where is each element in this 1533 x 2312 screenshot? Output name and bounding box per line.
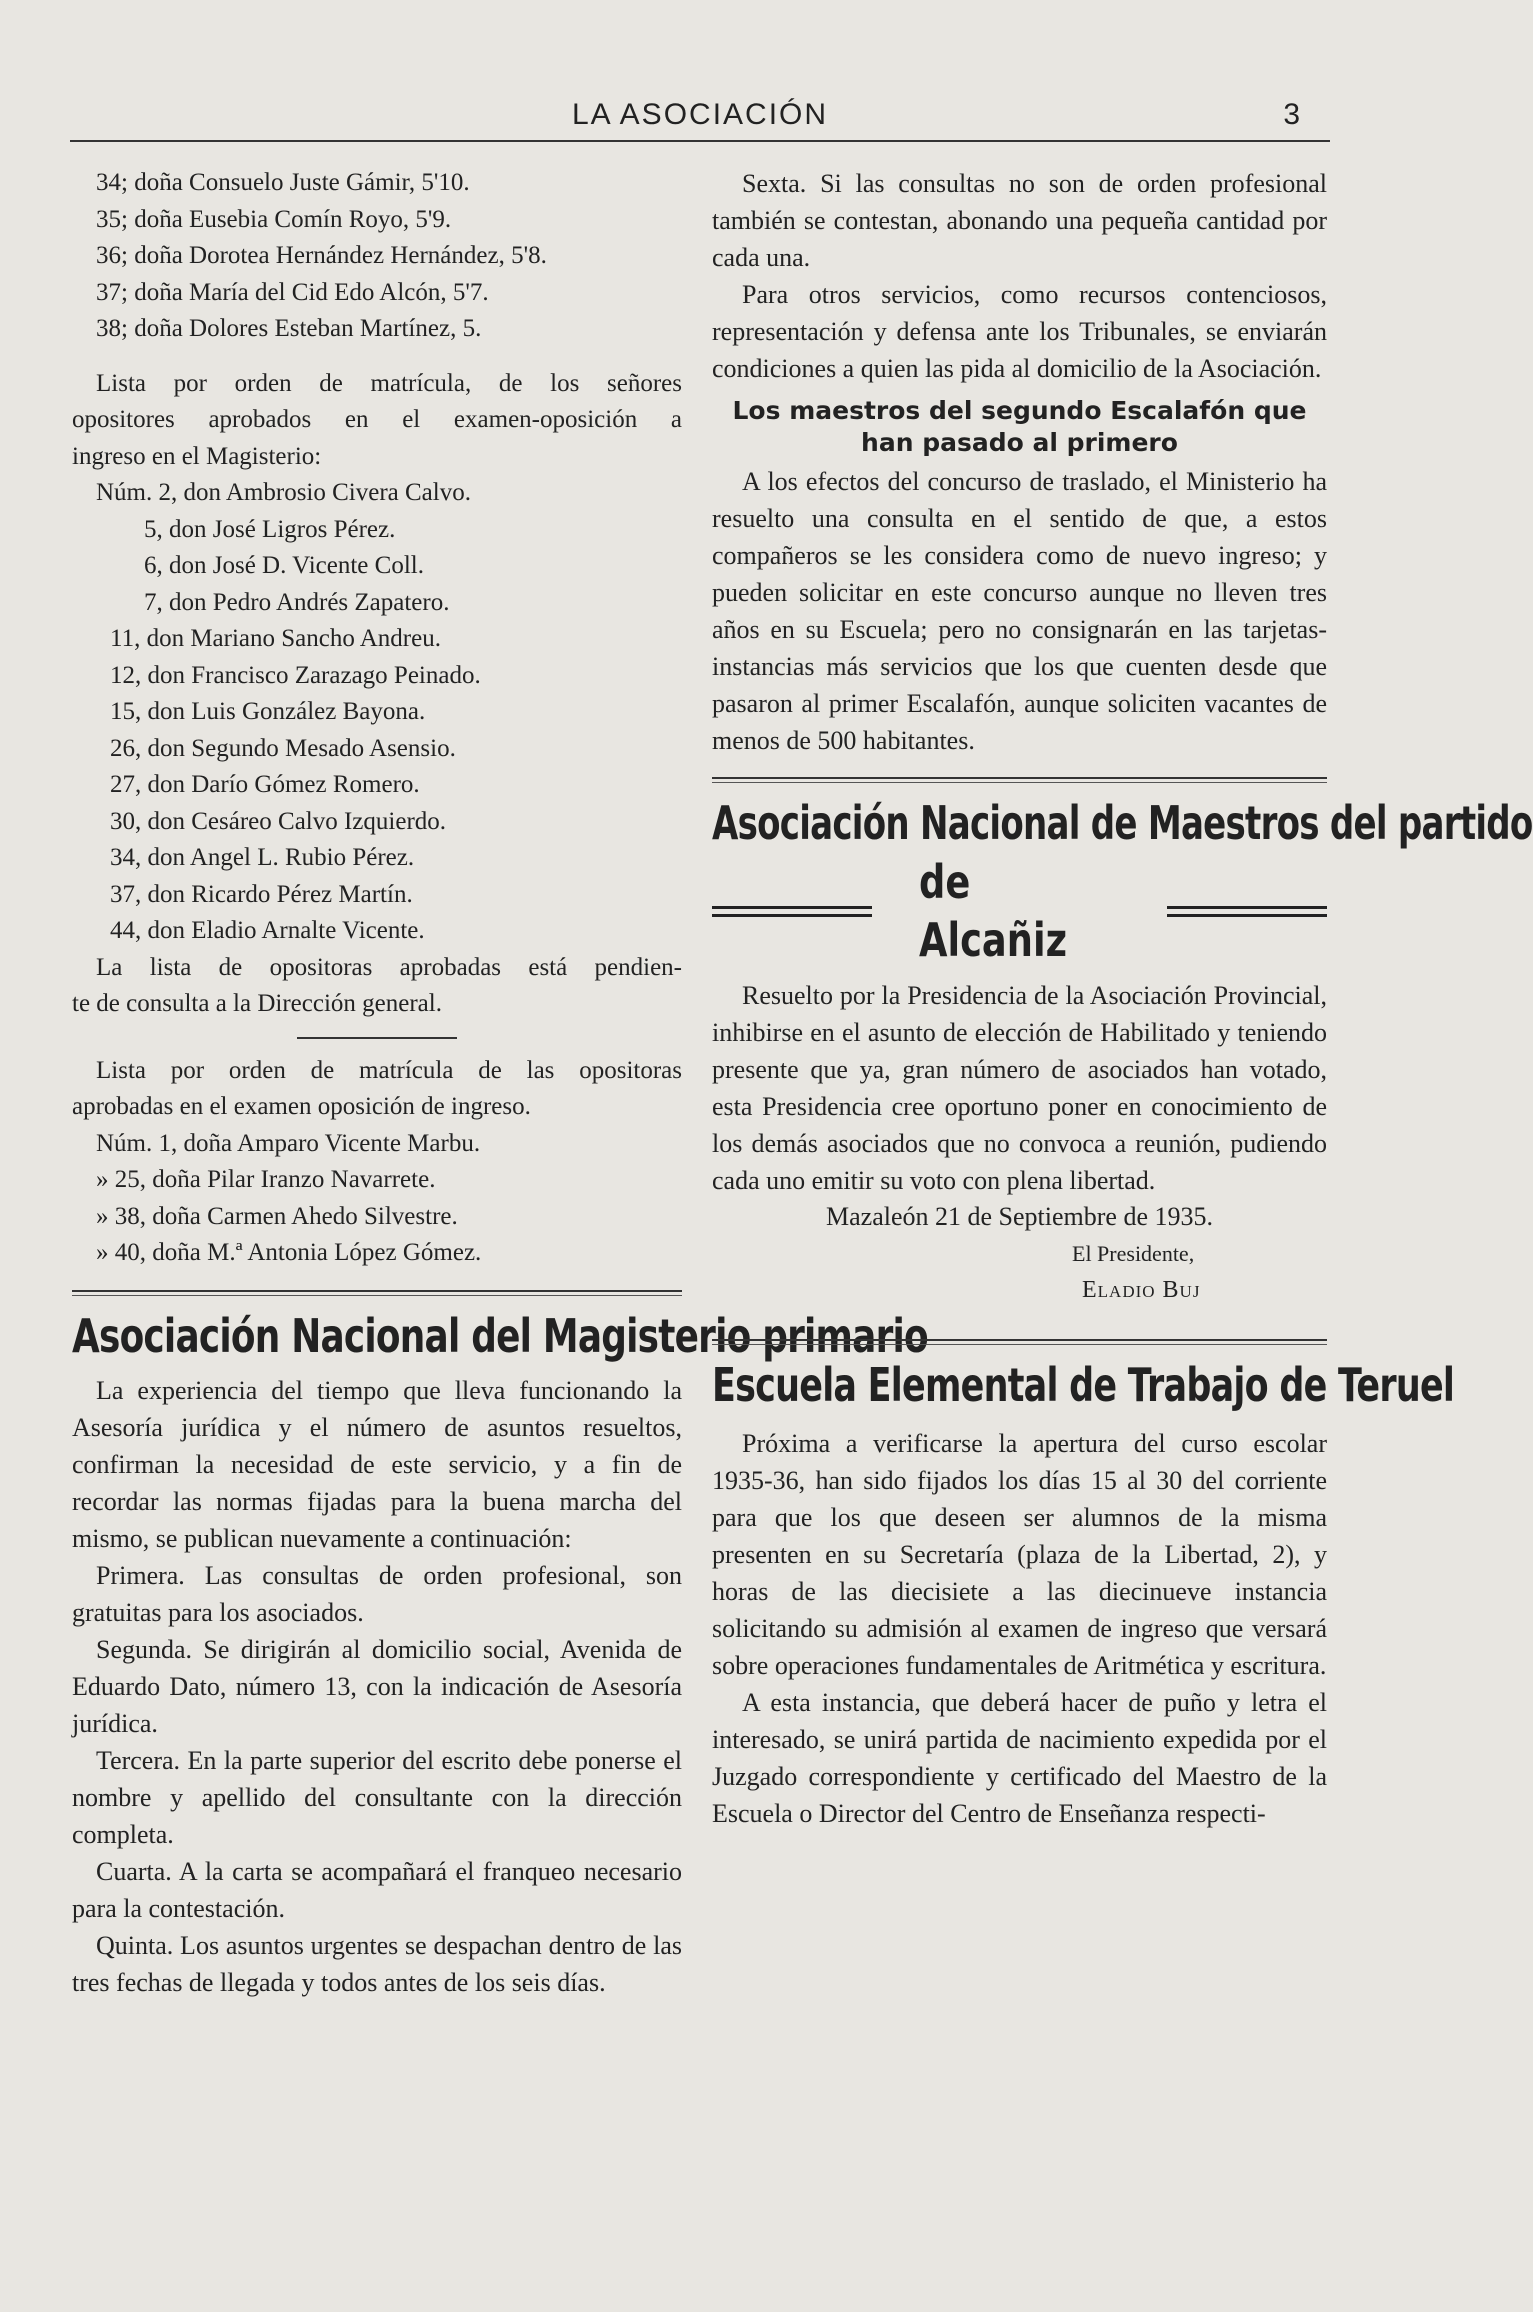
list-item: 11, don Mariano Sancho Andreu.: [110, 625, 441, 652]
list-item: 44, don Eladio Arnalte Vicente.: [110, 917, 425, 944]
list-item: 6, don José D. Vicente Coll.: [144, 552, 424, 579]
signature-role: El Presidente,: [1072, 1240, 1195, 1266]
paragraph: A los efectos del concurso de traslado, el Ministerio ha resuelto una consulta en el sentido de que, a estos compañeros se les considera como de nuevo ingreso; y pueden solicitar en este concurso aunque no lleven tres años en su Escuela; pero no consignarán en las tarjetas-instancias más servicios que los que cuenten desde que pasaron al primer Escalafón, aunque soliciten vacantes de menos de 500 habitantes.: [712, 467, 1327, 755]
female-results-list: [72, 165, 682, 348]
women-list-intro: [72, 1053, 682, 1126]
paragraph: Sexta. Si las consultas no son de orden profesional también se contestan, abonando una pequeña cantidad por cada una.: [712, 169, 1327, 272]
list-item: 26, don Segundo Mesado Asensio.: [110, 734, 456, 762]
list-item: 37, don Ricardo Pérez Martín.: [110, 880, 413, 908]
section-title-alcaniz: Asociación Nacional de Maestros del partido: [712, 796, 1533, 850]
paragraph: La experiencia del tiempo que lleva funcionando la Asesoría jurídica y el número de asuntos resueltos, confirman la necesidad de este servicio, y a fin de recordar las normas fijadas para la buena marcha del mismo, se publican nuevamente a continuación:: [72, 1375, 682, 1553]
divider: [712, 777, 1327, 783]
women-list: [72, 1126, 682, 1272]
list-item: 27, don Darío Gómez Romero.: [110, 771, 420, 798]
paragraph: Segunda. Se dirigirán al domicilio social, Avenida de Eduardo Dato, número 13, con la indicación de Asesoría jurídica.: [72, 1634, 682, 1738]
text-line: te de consulta a la Dirección general.: [72, 990, 442, 1017]
list-item: 35; doña Eusebia Comín Royo, 5'9.: [96, 205, 452, 233]
list-item: 30, don Cesáreo Calvo Izquierdo.: [110, 807, 447, 835]
paragraph: Próxima a verificarse la apertura del curso escolar 1935-36, han sido fijados los días 15 al 30 del corriente para que los que deseen ser alumnos de la misma presenten en su Secretaría (plaza de la Libertad, 2), y horas de las diecisiete a las diecinueve instancia solicitando su admisión al examen de ingreso que versará sobre operaciones fundamentales de Aritmética y escritura.: [712, 1428, 1327, 1680]
list-item: » 40, doña M.ª Antonia López Gómez.: [96, 1239, 482, 1266]
section-subtitle-alcaniz: de Alcañiz: [919, 855, 1068, 967]
page-header: [70, 98, 1330, 142]
divider: [297, 1037, 457, 1039]
signature-name: Eladio Buj: [1082, 1277, 1201, 1303]
list-item: 34, don Angel L. Rubio Pérez.: [110, 844, 415, 871]
text-line: La lista de opositoras aprobadas está pendien-: [96, 953, 682, 981]
list-item: 12, don Francisco Zarazago Peinado.: [110, 661, 481, 689]
decorative-rule: [1167, 906, 1327, 917]
list-item: 34; doña Consuelo Juste Gámir, 5'10.: [96, 169, 470, 196]
text-line: Lista por orden de matrícula de las opositoras: [96, 1056, 682, 1084]
list-item: 37; doña María del Cid Edo Alcón, 5'7.: [96, 278, 489, 306]
men-list-intro: [72, 366, 682, 476]
list-item: Núm. 2, don Ambrosio Civera Calvo.: [96, 479, 471, 506]
dateline: Mazaleón 21 de Septiembre de 1935.: [826, 1202, 1213, 1231]
paragraph: Primera. Las consultas de orden profesional, son gratuitas para los asociados.: [72, 1560, 682, 1627]
list-item: 38; doña Dolores Esteban Martínez, 5.: [96, 315, 482, 342]
left-column: [72, 165, 928, 2001]
paragraph: Resuelto por la Presidencia de la Asociación Provincial, inhibirse en el asunto de elección de Habilitado y teniendo presente que ya, gran número de asociados han votado, esta Presidencia cree oportuno poner en conocimiento de los demás asociados que no convoca a reunión, pudiendo cada uno emitir su voto con plena libertad.: [712, 981, 1327, 1195]
publication-title: LA ASOCIACIÓN: [571, 98, 829, 131]
list-item: Núm. 1, doña Amparo Vicente Marbu.: [96, 1129, 481, 1157]
divider: [72, 1290, 682, 1296]
list-item: 5, don José Ligros Pérez.: [144, 515, 396, 543]
text-line: ingreso en el Magisterio:: [72, 442, 322, 470]
decorative-rule: [712, 906, 872, 917]
list-item: » 25, doña Pilar Iranzo Navarrete.: [96, 1166, 436, 1193]
section-title-magisterio: Asociación Nacional del Magisterio primario: [72, 1308, 928, 1363]
text-line: opositores aprobados en el examen-oposición a: [72, 406, 682, 433]
alcaniz-subtitle-row: [712, 853, 1327, 969]
list-item: 15, don Luis González Bayona.: [110, 698, 426, 725]
section-heading-maestros: Los maestros del segundo Escalafón que han pasado al primero: [732, 396, 1307, 457]
text-line: aprobadas en el examen oposición de ingreso.: [72, 1093, 531, 1120]
paragraph: Quinta. Los asuntos urgentes se despachan dentro de las tres fechas de llegada y todos antes de los seis días.: [72, 1930, 682, 1997]
right-column: [712, 165, 1533, 1832]
page-number: 3: [1283, 98, 1300, 131]
paragraph: Tercera. En la parte superior del escrito debe ponerse el nombre y apellido del consultante con la dirección completa.: [72, 1745, 682, 1849]
pending-note: [72, 950, 682, 1023]
section-title-escuela: Escuela Elemental de Trabajo de Teruel: [712, 1357, 1455, 1412]
paragraph: Para otros servicios, como recursos contenciosos, representación y defensa ante los Tribunales, se enviarán condiciones a quien las pida al domicilio de la Asociación.: [712, 280, 1327, 383]
text-line: Lista por orden de matrícula, de los señores: [96, 369, 682, 397]
list-item: 36; doña Dorotea Hernández Hernández, 5'8.: [96, 242, 547, 269]
list-item: 7, don Pedro Andrés Zapatero.: [144, 588, 450, 616]
paragraph: A esta instancia, que deberá hacer de puño y letra el interesado, se unirá partida de nacimiento expedida por el Juzgado correspondiente y certificado del Maestro de la Escuela o Director del Centro de Enseñanza respecti-: [712, 1687, 1327, 1828]
divider: [712, 1339, 1327, 1345]
men-list: [72, 475, 682, 950]
paragraph: Cuarta. A la carta se acompañará el franqueo necesario para la contestación.: [72, 1856, 682, 1923]
list-item: » 38, doña Carmen Ahedo Silvestre.: [96, 1202, 458, 1230]
